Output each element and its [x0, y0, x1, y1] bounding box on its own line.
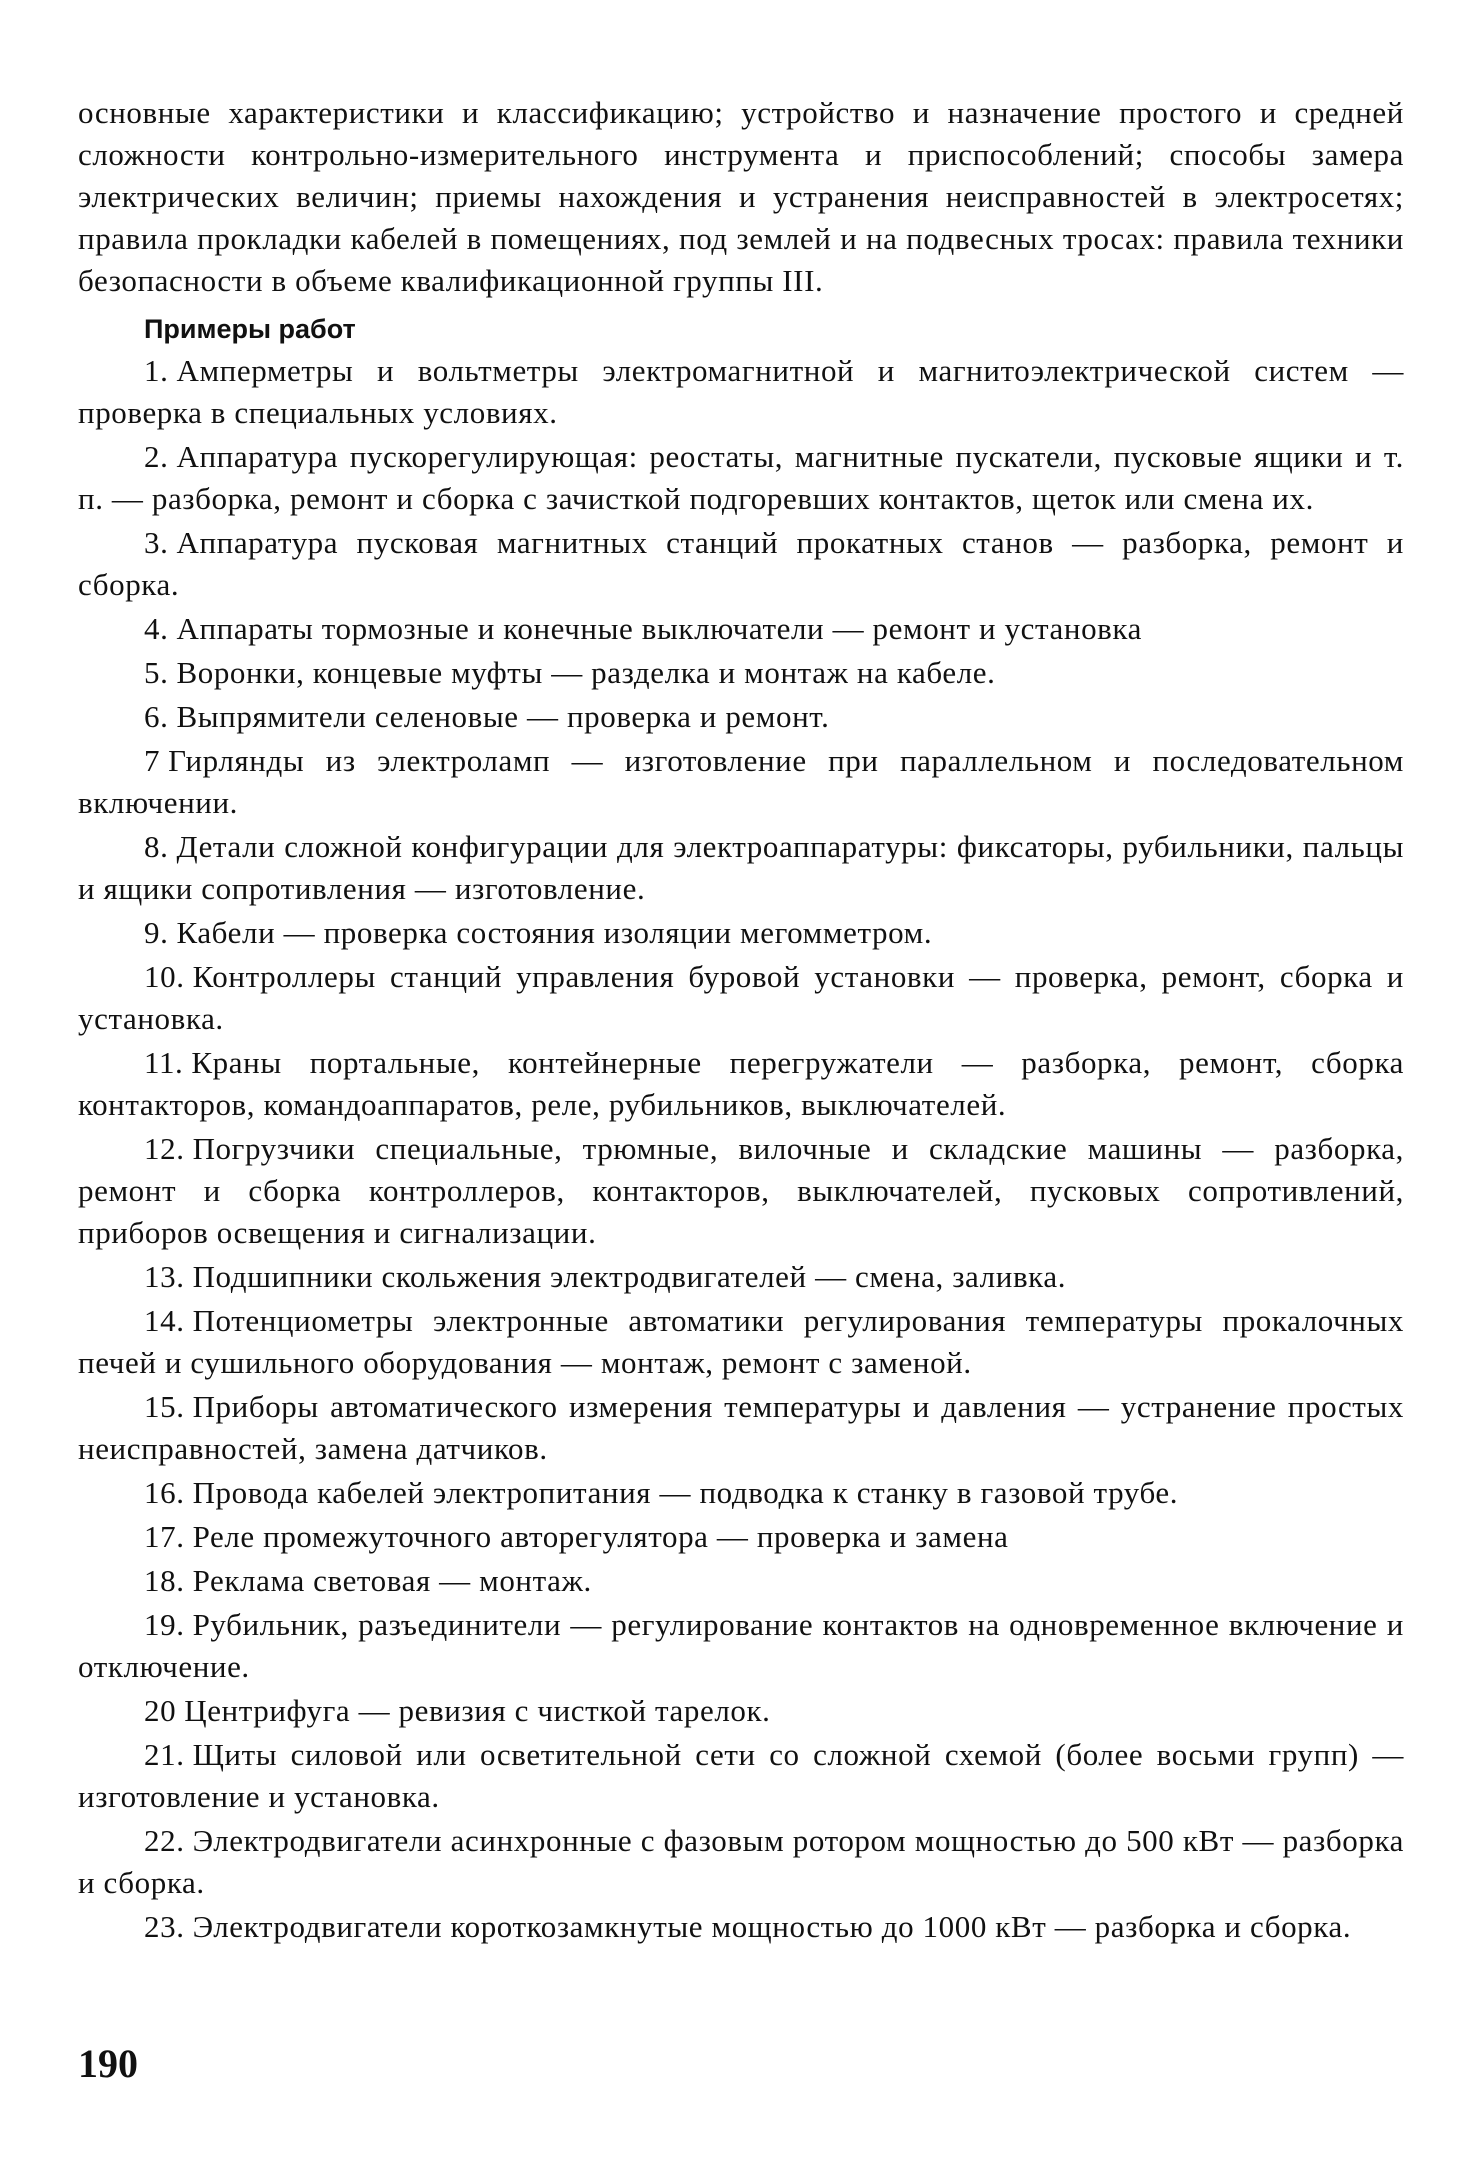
list-item — [78, 956, 1404, 1040]
item-number: 22. — [144, 1823, 185, 1858]
item-number: 9. — [144, 915, 169, 950]
item-text: Потенциометры электронные автоматики регулирования температуры прокалочных печей и сушильного оборудования — монтаж, ремонт с заменой. — [78, 1303, 1404, 1380]
list-item — [78, 1516, 1404, 1558]
intro-paragraph: основные характеристики и классификацию; устройство и назначение простого и средней сложности контрольно-измерительного инструмента и приспособлений; способы замера электрических величин; приемы нахождения и устранения неисправностей в электросетях; правила прокладки кабелей в помещениях, под землей и на подвесных тросах: правила техники безопасности в объеме квалификационной группы III. — [78, 95, 1404, 298]
item-number: 13. — [144, 1259, 185, 1294]
list-item — [78, 652, 1404, 694]
list-item — [78, 1604, 1404, 1688]
item-number: 17. — [144, 1519, 185, 1554]
item-text: Щиты силовой или осветительной сети со сложной схемой (более восьми групп) — изготовление и установка. — [78, 1737, 1404, 1814]
item-number: 16. — [144, 1475, 185, 1510]
item-number: 5. — [144, 655, 169, 690]
item-text: Приборы автоматического измерения температуры и давления — устранение простых неисправностей, замена датчиков. — [78, 1389, 1404, 1466]
page-number: 190 — [78, 2041, 138, 2086]
item-number: 23. — [144, 1909, 185, 1944]
list-item — [78, 912, 1404, 954]
list-item — [78, 522, 1404, 606]
list-item — [78, 1042, 1404, 1126]
list-item — [78, 1472, 1404, 1514]
list-item — [78, 1300, 1404, 1384]
list-item — [78, 1256, 1404, 1298]
item-number: 12. — [144, 1131, 185, 1166]
item-text: Центрифуга — ревизия с чисткой тарелок. — [184, 1693, 771, 1728]
item-number: 18. — [144, 1563, 185, 1598]
item-number: 15. — [144, 1389, 185, 1424]
list-item — [78, 350, 1404, 434]
item-text: Аппараты тормозные и конечные выключатели — ремонт и установка — [176, 611, 1142, 646]
item-number: 20 — [144, 1693, 177, 1728]
work-examples-list — [78, 350, 1404, 1948]
item-text: Реклама световая — монтаж. — [192, 1563, 592, 1598]
item-text: Воронки, концевые муфты — разделка и монтаж на кабеле. — [176, 655, 996, 690]
item-number: 7 — [144, 743, 161, 778]
list-item — [78, 1820, 1404, 1904]
page-body — [78, 92, 1404, 1948]
list-item — [78, 1906, 1404, 1948]
item-text: Детали сложной конфигурации для электроаппаратуры: фиксаторы, рубильники, пальцы и ящики сопротивления — изготовление. — [78, 829, 1404, 906]
list-item — [78, 740, 1404, 824]
item-number: 4. — [144, 611, 169, 646]
list-item — [78, 1386, 1404, 1470]
item-text: Кабели — проверка состояния изоляции мегомметром. — [176, 915, 933, 950]
list-item — [78, 608, 1404, 650]
item-text: Амперметры и вольтметры электромагнитной и магнитоэлектрической систем — проверка в специальных условиях. — [78, 353, 1404, 430]
list-item — [78, 1560, 1404, 1602]
item-number: 6. — [144, 699, 169, 734]
item-text: Выпрямители селеновые — проверка и ремонт. — [176, 699, 830, 734]
list-item — [78, 1690, 1404, 1732]
item-text: Рубильник, разъединители — регулирование контактов на одновременное включение и отключение. — [78, 1607, 1404, 1684]
item-number: 2. — [144, 439, 169, 474]
list-item — [78, 1128, 1404, 1254]
item-text: Гирлянды из электроламп — изготовление при параллельном и последовательном включении. — [78, 743, 1404, 820]
item-number: 19. — [144, 1607, 185, 1642]
item-text: Контроллеры станций управления буровой установки — проверка, ремонт, сборка и установка. — [78, 959, 1404, 1036]
list-item — [78, 1734, 1404, 1818]
item-text: Реле промежуточного авторегулятора — проверка и замена — [192, 1519, 1009, 1554]
item-text: Провода кабелей электропитания — подводка к станку в газовой трубе. — [192, 1475, 1179, 1510]
item-number: 3. — [144, 525, 169, 560]
item-text: Краны портальные, контейнерные перегружатели — разборка, ремонт, сборка контакторов, командоаппаратов, реле, рубильников, выключателей. — [78, 1045, 1404, 1122]
item-text: Аппаратура пускорегулирующая: реостаты, магнитные пускатели, пусковые ящики и т. п. — разборка, ремонт и сборка с зачисткой подгоревших контактов, щеток или смена их. — [78, 439, 1404, 516]
list-item — [78, 696, 1404, 738]
item-number: 1. — [144, 353, 169, 388]
item-text: Погрузчики специальные, трюмные, вилочные и складские машины — разборка, ремонт и сборка контроллеров, контакторов, выключателей, пусковых сопротивлений, приборов освещения и сигнализации. — [78, 1131, 1404, 1250]
item-text: Подшипники скольжения электродвигателей — смена, заливка. — [192, 1259, 1067, 1294]
item-number: 21. — [144, 1737, 185, 1772]
section-heading: Примеры работ — [144, 314, 356, 344]
list-item — [78, 436, 1404, 520]
item-text: Электродвигатели короткозамкнутые мощностью до 1000 кВт — разборка и сборка. — [192, 1909, 1352, 1944]
item-number: 8. — [144, 829, 169, 864]
list-item — [78, 826, 1404, 910]
item-text: Электродвигатели асинхронные с фазовым ротором мощностью до 500 кВт — разборка и сборка. — [78, 1823, 1404, 1900]
item-number: 11. — [144, 1045, 184, 1080]
item-number: 14. — [144, 1303, 185, 1338]
item-number: 10. — [144, 959, 185, 994]
item-text: Аппаратура пусковая магнитных станций прокатных станов — разборка, ремонт и сборка. — [78, 525, 1404, 602]
